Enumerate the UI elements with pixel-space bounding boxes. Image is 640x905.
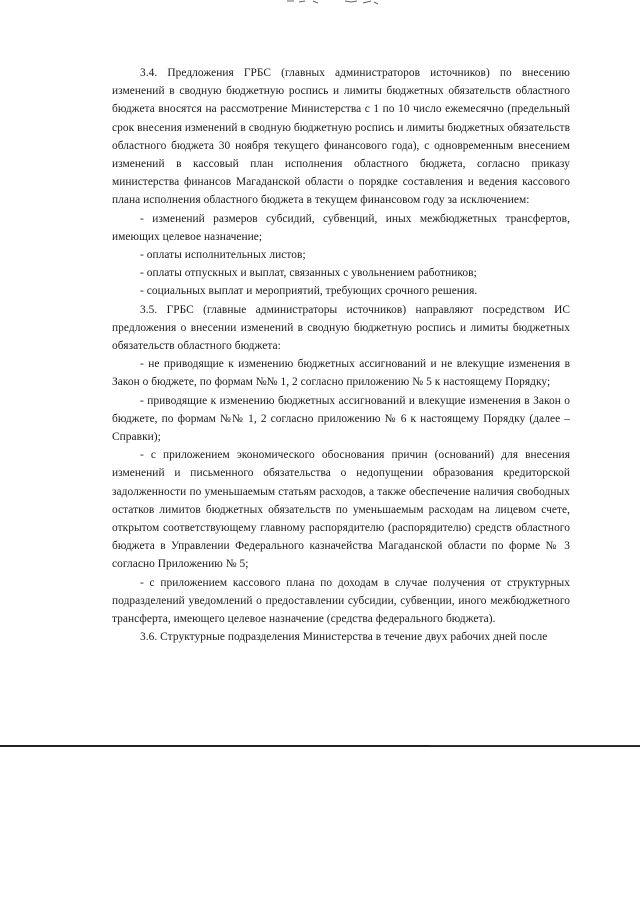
list-item-no-change: - не приводящие к изменению бюджетных ассигнований и не влекущие изменения в Закон о бюджете, по формам №№ 1, 2 согласно приложению № 5 к настоящему Порядку; [112, 358, 570, 389]
paragraph-3-5: 3.5. ГРБС (главные администраторы источников) направляют посредством ИС предложения о внесении изменений в сводную бюджетную роспись и лимиты бюджетных обязательств областного бюджета: [112, 303, 570, 353]
list-item-with-change: - приводящие к изменению бюджетных ассигнований и влекущие изменения в Закон о бюджете, по формам №№ 1, 2 согласно приложению № 6 к настоящему Порядку (далее – Справки); [112, 394, 570, 444]
document-body [112, 64, 570, 647]
list-item-economic-justification: - с приложением экономического обоснования причин (оснований) для внесения изменений и письменного обязательства о недопущении образования кредиторской задолженности по уменьшаемым статьям расходов, а также обеспечение наличия свободных остатков лимитов бюджетных обязательств по уменьшаемым расходам на лицевом счете, открытом соответствующему главному распорядителю (распорядителю) средств областного бюджета в Управлении Федерального казначейства Магаданской области по форме № 3 согласно Приложению № 5; [112, 449, 570, 571]
list-item-social-payments: - социальных выплат и мероприятий, требующих срочного решения. [140, 285, 478, 298]
list-item-cash-plan: - с приложением кассового плана по доходам в случае получения от структурных подразделений уведомлений о предоставлении субсидии, субвенции, иного межбюджетного трансферта, имеющего целевое назначение (средства федерального бюджета). [112, 576, 570, 626]
page-bottom-divider-secondary [430, 745, 640, 746]
paragraph-3-6: 3.6. Структурные подразделения Министерства в течение двух рабочих дней после [140, 631, 548, 644]
list-item-vacation-pay: - оплаты отпускных и выплат, связанных с увольнением работников; [140, 267, 477, 280]
paragraph-3-4: 3.4. Предложения ГРБС (главных администраторов источников) по внесению изменений в сводную бюджетную роспись и лимиты бюджетных обязательств областного бюджета вносятся на рассмотрение Министерства с 1 по 10 число ежемесячно (предельный срок внесения изменений в сводную бюджетную роспись и лимиты бюджетных обязательств областного бюджета 30 ноября текущего финансового года), с одновременным внесением изменений в кассовый план исполнения областного бюджета, согласно приказу министерства финансов Магаданской области о порядке составления и ведения кассового плана исполнения областного бюджета в текущем финансовом году за исключением: [112, 67, 570, 207]
scan-artifact-mark [285, 0, 380, 8]
list-item-subsidies: - изменений размеров субсидий, субвенций, иных межбюджетных трансфертов, имеющих целевое назначение; [112, 212, 570, 243]
list-item-writs: - оплаты исполнительных листов; [140, 249, 306, 262]
